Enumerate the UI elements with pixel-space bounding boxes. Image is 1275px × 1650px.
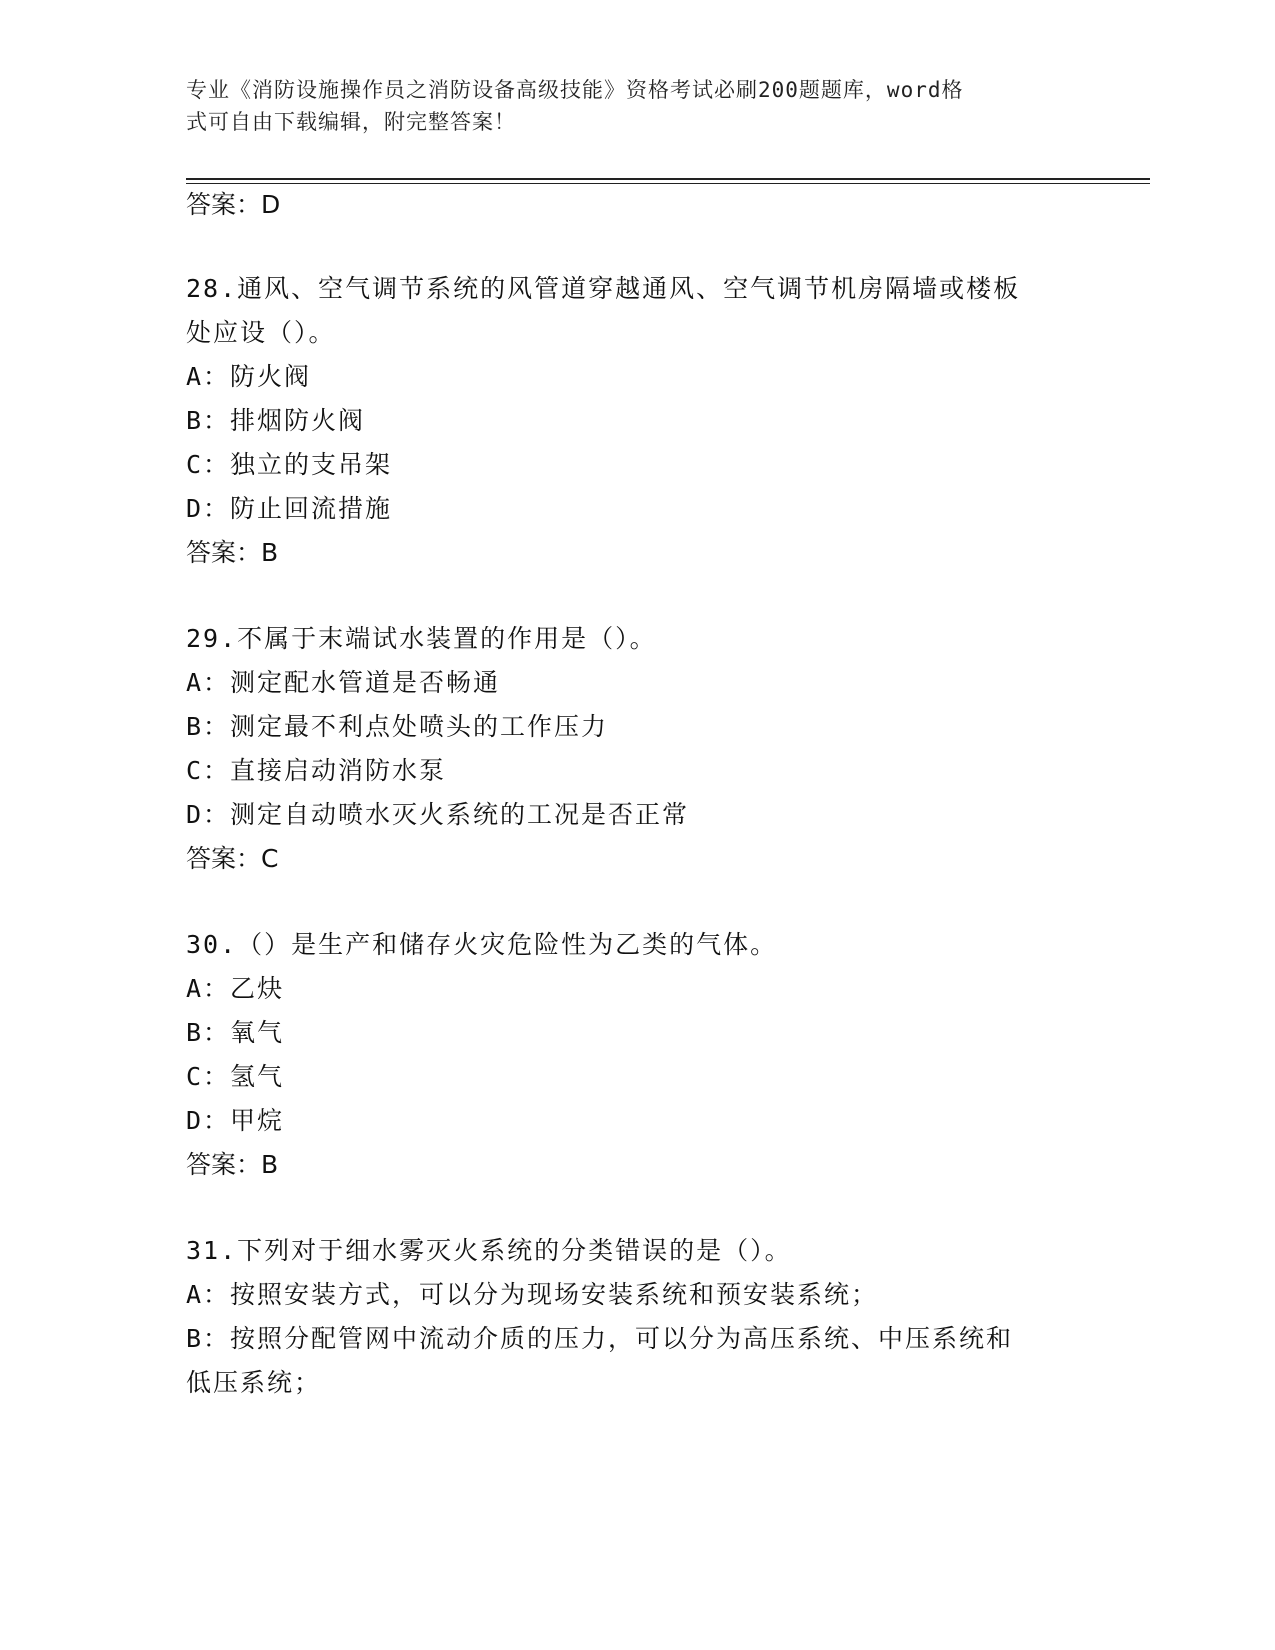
- question-28-option-a: A：防火阀: [186, 362, 312, 391]
- question-30-option-d: D：甲烷: [186, 1106, 285, 1135]
- question-30-option-b: B：氧气: [186, 1018, 285, 1047]
- header-divider: [186, 178, 1150, 184]
- question-28-option-d: D：防止回流措施: [186, 494, 393, 523]
- question-31-option-a: A：按照安装方式，可以分为现场安装系统和预安装系统；: [186, 1280, 879, 1309]
- question-28-answer: 答案：B: [186, 538, 279, 567]
- question-28-stem-line-2: 处应设（）。: [186, 318, 336, 347]
- question-30-option-a: A：乙炔: [186, 974, 285, 1003]
- question-31-option-b: B：按照分配管网中流动介质的压力，可以分为高压系统、中压系统和: [186, 1324, 1014, 1353]
- question-30-option-c: C：氢气: [186, 1062, 285, 1091]
- question-28-option-c: C：独立的支吊架: [186, 450, 393, 479]
- question-29-stem: 29.不属于末端试水装置的作用是（）。: [186, 624, 657, 653]
- header-line-2: 式可自由下载编辑，附完整答案！: [186, 110, 516, 134]
- question-29-option-d: D：测定自动喷水灭火系统的工况是否正常: [186, 800, 690, 829]
- question-30-stem: 30.（）是生产和储存火灾危险性为乙类的气体。: [186, 930, 778, 959]
- question-29-option-a: A：测定配水管道是否畅通: [186, 668, 501, 697]
- document-header: [186, 74, 1066, 138]
- question-29-answer: 答案：C: [186, 844, 279, 873]
- question-31-stem: 31.下列对于细水雾灭火系统的分类错误的是（）。: [186, 1236, 792, 1265]
- question-28-stem-line-1: 28.通风、空气调节系统的风管道穿越通风、空气调节机房隔墙或楼板: [186, 274, 1021, 303]
- question-29-option-b: B：测定最不利点处喷头的工作压力: [186, 712, 609, 741]
- answer-previous: 答案：D: [186, 190, 281, 219]
- question-29-option-c: C：直接启动消防水泵: [186, 756, 447, 785]
- question-31-option-b-continued: 低压系统；: [186, 1368, 322, 1397]
- header-line-1: 专业《消防设施操作员之消防设备高级技能》资格考试必刷200题题库，word格: [186, 78, 964, 102]
- question-28-option-b: B：排烟防火阀: [186, 406, 366, 435]
- question-30-answer: 答案：B: [186, 1150, 279, 1179]
